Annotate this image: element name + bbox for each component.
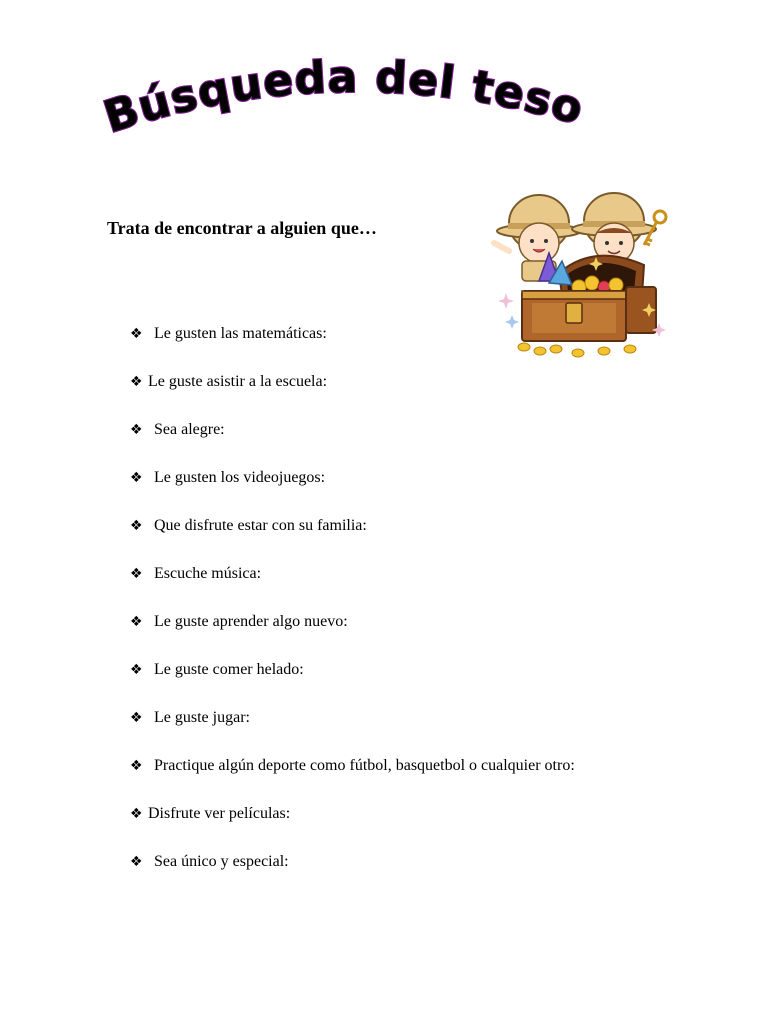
list-item-label: Disfrute ver películas: (148, 805, 291, 822)
svg-text:Búsqueda del tesoro (79, 15, 589, 143)
list-item-label: Escuche música: (154, 565, 262, 582)
diamond-bullet-icon: ❖ (130, 326, 143, 342)
page-title (79, 15, 595, 165)
diamond-bullet-icon: ❖ (130, 566, 143, 582)
list-item (130, 709, 250, 727)
list-item (130, 757, 575, 775)
list-item-label: Le guste comer helado: (154, 661, 304, 678)
title-arch (79, 15, 595, 165)
list-item (130, 325, 327, 343)
diamond-bullet-icon: ❖ (130, 518, 143, 534)
list-item (130, 805, 290, 823)
list-item-label: Sea alegre: (154, 421, 225, 438)
title-text: Búsqueda del tesoro (79, 15, 590, 144)
diamond-bullet-icon: ❖ (130, 470, 143, 486)
list-item-label: Le guste aprender algo nuevo: (154, 613, 348, 630)
diamond-bullet-icon: ❖ (130, 806, 143, 822)
list-item-label: Le gusten los videojuegos: (154, 469, 326, 486)
diamond-bullet-icon: ❖ (130, 614, 143, 630)
list-item (130, 613, 348, 631)
list-item (130, 421, 225, 439)
diamond-bullet-icon: ❖ (130, 662, 143, 678)
list-item-label: Le gusten las matemáticas: (154, 325, 327, 342)
list-item (130, 853, 289, 871)
treasure-chest-kids-illustration (484, 183, 674, 363)
diamond-bullet-icon: ❖ (130, 854, 143, 870)
list-item (130, 661, 304, 679)
diamond-bullet-icon: ❖ (130, 710, 143, 726)
subtitle: Trata de encontrar a alguien que… (107, 218, 377, 238)
list-item-label: Le guste asistir a la escuela: (148, 373, 328, 390)
list-item-label: Le guste jugar: (154, 709, 250, 726)
list-item (130, 469, 325, 487)
list-item-label: Sea único y especial: (154, 853, 289, 870)
diamond-bullet-icon: ❖ (130, 758, 143, 774)
diamond-bullet-icon: ❖ (130, 374, 143, 390)
list-item (130, 565, 261, 583)
list-item (130, 517, 367, 535)
list-item-label: Practique algún deporte como fútbol, basquetbol o cualquier otro: (154, 757, 575, 774)
list-item-label: Que disfrute estar con su familia: (154, 517, 367, 534)
list-item (130, 373, 327, 391)
diamond-bullet-icon: ❖ (130, 422, 143, 438)
